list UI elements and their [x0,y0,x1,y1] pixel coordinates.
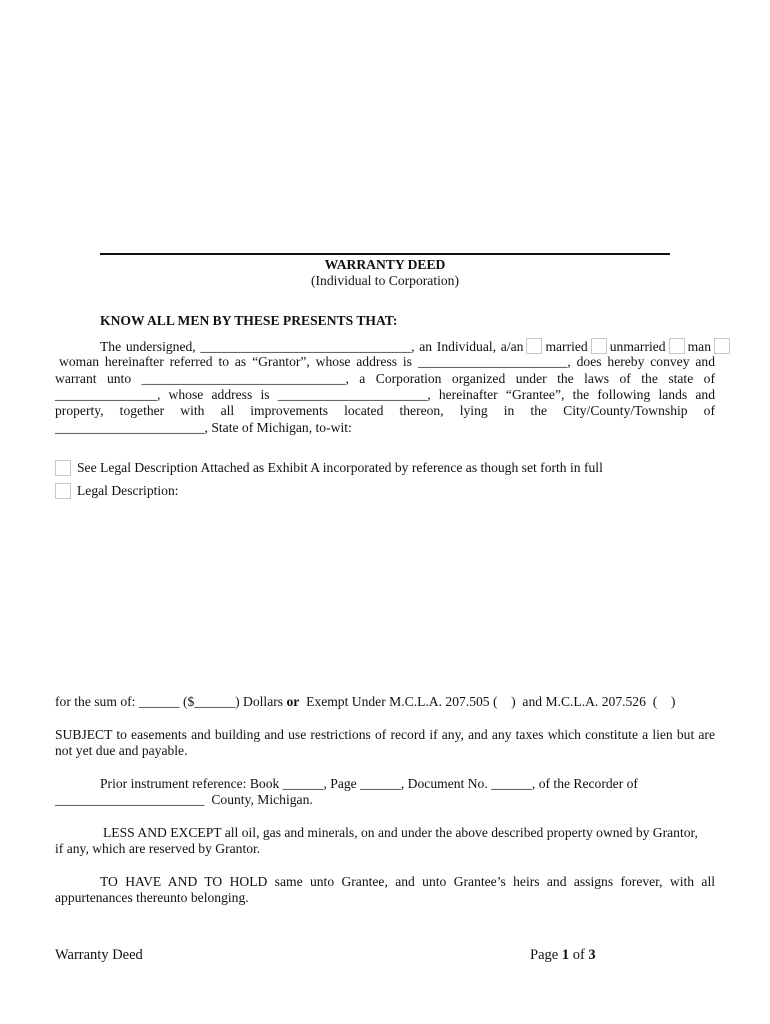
unmarried-checkbox[interactable] [591,338,607,354]
title-rule [100,253,670,255]
subject-line2: not yet due and payable. [55,743,188,758]
exhibit-checkbox[interactable] [55,460,71,476]
prior-line2: ______________________ County, Michigan. [55,792,313,807]
married-checkbox[interactable] [526,338,542,354]
subject-line1: SUBJECT to easements and building and use restrictions of record if any, and any taxes which constitute a lien but are [55,727,715,742]
para1-line3: warrant unto ______________________________, a Corporation organized under the laws of the state of [55,371,715,386]
para1-line2: woman hereinafter referred to as “Grantor”, whose address is ______________________, does hereby convey and [59,354,715,369]
para1-line5: property, together with all improvements located thereon, lying in the City/County/Township of [55,403,715,418]
legal-description-label: Legal Description: [77,483,179,498]
exhibit-label: See Legal Description Attached as Exhibit A incorporated by reference as though set forth in full [77,460,603,475]
legal-description-checkbox[interactable] [55,483,71,499]
footer-page-number: Page 1 of 3 [530,947,596,963]
heading: KNOW ALL MEN BY THESE PRESENTS THAT: [100,313,398,328]
woman-checkbox[interactable] [714,338,730,354]
man-checkbox[interactable] [669,338,685,354]
footer-title: Warranty Deed [55,947,143,963]
less-line2: if any, which are reserved by Grantor. [55,841,261,856]
para1-line6: ______________________, State of Michigan, to-wit: [55,420,352,435]
tohave-line1: TO HAVE AND TO HOLD same unto Grantee, and unto Grantee’s heirs and assigns forever, with all [100,874,715,889]
tohave-line2: appurtenances thereunto belonging. [55,890,249,905]
less-line1: LESS AND EXCEPT all oil, gas and minerals, on and under the above described property owned by Grantor, [103,825,698,840]
document-title: WARRANTY DEED [324,257,446,272]
para1-line4: _______________, whose address is ______________________, hereinafter “Grantee”, the following lands and [55,387,715,402]
prior-line1: Prior instrument reference: Book ______, Page ______, Document No. ______, of the Recorder of [100,776,638,791]
sum-line: for the sum of: ______ ($______) Dollars or Exempt Under M.C.L.A. 207.505 ( ) and M.C.L.A. 207.526 ( ) [55,694,676,709]
document-subtitle: (Individual to Corporation) [311,273,459,288]
para1-line1: The undersigned, _______________________________, an Individual, a/an married unmarried man [100,338,730,355]
